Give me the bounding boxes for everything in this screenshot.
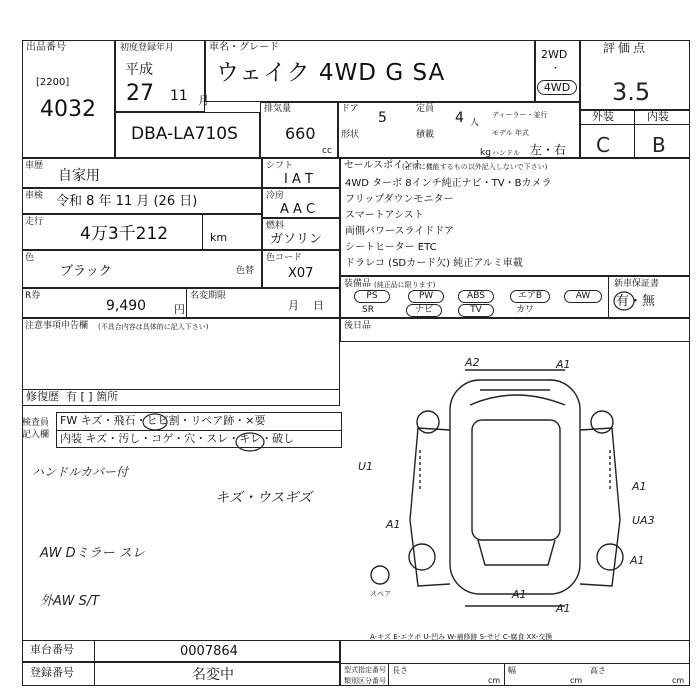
car-damage-diagram [360,350,680,620]
model-code: DBA-LA710S [131,124,238,144]
fuel: ガソリン [270,232,323,247]
month-unit: 月 [198,94,209,107]
equip-tv: TV [458,304,494,317]
displacement: 660 [285,124,316,143]
equip-navi: ナビ [406,304,442,317]
kg-unit: kg [480,148,491,158]
equip-leather: カワ [516,305,535,315]
load-label: 積載 [416,130,435,140]
score: 3.5 [612,78,651,106]
color: ブラック [60,264,112,279]
length-label: 長さ [392,666,408,675]
usage: 自家用 [58,168,100,184]
shift-label: シフト [266,161,294,171]
inspector-circles [130,408,280,456]
mileage: 4万3千212 [80,224,169,244]
exterior-grade: C [596,133,610,157]
tax-amount: 9,490 [106,298,147,314]
height-label: 高さ [590,666,606,675]
doors-label: ドア [341,104,359,114]
handwritten-note-3: AW Dミラー スレ [40,546,145,561]
color-code-label: 色コード [266,253,303,263]
mark-ua1: U1 [358,460,374,473]
notes-sub: (不具合内容は具体的に記入下さい) [98,323,209,331]
sales-line: スマートアシスト [345,210,424,221]
cc-unit: cc [322,146,332,156]
registration-label: 登録番号 [30,666,74,679]
mark-a2: A2 [465,356,480,369]
handle: 左・右 [530,143,567,157]
doors: 5 [378,110,387,126]
color-change-label: 色替 [236,266,255,276]
name-grade-label: 車名・グレード [209,42,279,53]
reg-year: 27 [126,81,154,106]
spec-hline [340,663,690,664]
mark-a1-left: A1 [386,518,401,531]
mark-a1-bottomright: A1 [556,602,571,615]
cm-unit-2: cm [570,676,583,685]
first-reg-label: 初度登録年月 [120,43,175,53]
warranty-circle [612,290,636,312]
sales-line: 両側パワースライドドア [345,226,454,237]
inspector-line-1: FW キズ・飛石・ヒビ割・リペア跡・×要 [60,414,266,427]
fuel-label: 燃料 [266,221,285,231]
venue-code: [2200] [36,77,70,88]
yen-unit: 円 [174,303,185,316]
era: 平成 [125,62,153,78]
spare-label: スペア [370,590,391,598]
interior-grade: B [652,133,666,157]
inspector-label-1: 検査員 [22,418,50,428]
sales-list [345,178,551,274]
dealer-label: ディーラー・並行 [492,111,548,119]
chassis-number: 0007864 [180,644,238,659]
inspection-label: 車検 [25,191,44,201]
width-label: 幅 [508,666,516,675]
handwritten-note-4: 外AW S/T [40,594,100,609]
name-change-label: 名変期限 [190,291,227,301]
form-label: 形状 [341,130,360,140]
mileage-label: 走行 [25,217,44,227]
sales-line: フリップダウンモニター [345,194,454,205]
displacement-label: 排気量 [264,104,292,114]
handwritten-note-2: キズ・ウスギズ [215,490,313,506]
usage-label: 車歴 [25,161,44,171]
interior-label: 内装 [647,110,669,123]
tax-divider [186,288,187,318]
inspection-date: 令和 8 年 11 月 (26 日) [56,194,198,209]
sales-line: ドラレコ (SDカード欠) 純正アルミ車載 [345,258,523,269]
cm-unit-1: cm [488,676,501,685]
shift: I A T [284,172,313,187]
mark-a1-top: A1 [556,358,571,371]
model-year-label: モデル 年式 [492,129,529,137]
car-title: ウェイク 4WD G SA [216,60,446,86]
equip-abs: ABS [458,290,494,303]
back-seat-label: 後日品 [344,321,372,331]
handle-label: ハンドル [492,149,520,157]
equipment-divider [608,276,609,318]
equip-aw: AW [564,290,602,303]
km-divider [202,214,203,250]
score-label: 評価点 [603,41,649,55]
lot-label: 出品番号 [26,42,66,53]
color-code: X07 [288,266,314,281]
equip-ps: PS [354,290,390,303]
sales-line: 4WD ターボ 8インチ純正ナビ・TV・Bカメラ [345,178,552,189]
km-unit: km [210,231,228,244]
spec-label: 型式指定番号 [344,666,386,674]
tax-label: R券 [25,291,41,301]
mark-ua3: UA3 [632,514,655,527]
repair-value: 有 [ ] 箇所 [66,390,119,403]
reg-month: 11 [170,88,188,104]
back-seat-box [340,318,690,342]
persons-unit: 人 [470,118,480,128]
ac-label: 冷房 [266,191,285,201]
handwritten-note-1: ハンドルカバー付 [32,465,129,479]
lot-number: 4032 [40,97,96,122]
new-car-label: 新車保証書 [614,279,660,289]
registration: 名変中 [192,667,234,683]
mark-a1-right: A1 [632,480,647,493]
color-row [22,250,262,288]
cm-unit-3: cm [672,676,685,685]
class-label: 類別区分番号 [344,677,386,685]
spec-vline-1 [388,663,389,686]
mark-a1-rightlow: A1 [630,554,645,567]
equip-pw: PW [408,290,444,303]
warranty: 有・無 [616,294,656,309]
month-day: 月 日 [288,299,324,312]
capacity-label: 定員 [416,104,435,114]
exterior-label: 外装 [592,110,614,123]
capacity: 4 [455,110,464,126]
equipment-sub: (純正品に限ります) [374,281,436,289]
ext-int-divider [634,110,635,158]
chassis-label: 車台番号 [30,643,74,656]
repair-label: 修復歴 [26,390,59,403]
mark-a1-bottom: A1 [512,588,527,601]
color-label: 色 [25,253,35,263]
sales-subtitle: (正常に機能するもの以外記入しないで下さい) [402,163,548,171]
spec-vline-2 [504,663,505,686]
drive-2wd: 2WD [541,48,568,61]
notes-label: 注意事項申告欄 [25,321,89,331]
ext-int-hline [580,124,690,125]
drive-4wd: 4WD [537,80,577,95]
ac: A A C [280,202,316,217]
equip-sr: SR [362,305,374,315]
inspector-line-2: 内装 キズ・汚し・コゲ・穴・スレ・キレ・破し [60,432,295,445]
equip-airbag: エアB [510,290,550,303]
sales-line: シートヒーター ETC [345,242,437,253]
equipment-label: 装備品 [344,279,372,289]
sales-title: セールスポイント [344,160,424,171]
drive-dot: ・ [551,64,561,74]
inspector-label-2: 記入欄 [22,430,50,440]
damage-legend: A-キズ E-エクボ U-凹み W-補修跡 S-サビ C-腐食 XX-交換 [370,633,553,641]
